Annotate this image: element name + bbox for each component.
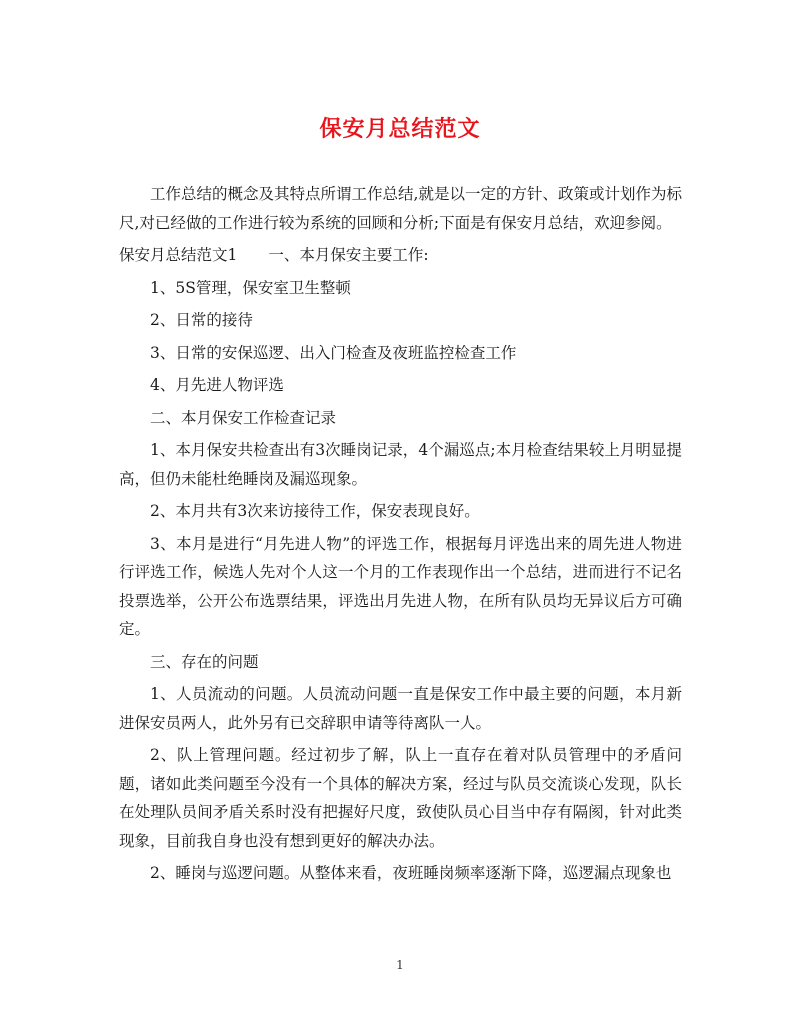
section-heading-problems: 三、存在的问题 (150, 652, 259, 671)
list-item: 2、日常的接待 (150, 311, 253, 329)
list-item: 1、5S管理，保安室卫生整顿 (150, 278, 351, 297)
document-title: 保安月总结范文 (319, 117, 481, 142)
section-heading-inspection: 二、本月保安工作检查记录 (150, 408, 337, 427)
list-item: 4、月先进人物评选 (150, 376, 284, 394)
list-item: 2、本月共有3次来访接待工作，保安表现良好。 (150, 502, 480, 520)
list-item: 1、人员流动的问题。人员流动问题一直是保安工作中最主要的问题，本月新进保安员两人，此外另有已交辞职申请等待离队一人。 (119, 685, 682, 732)
intro-paragraph: 工作总结的概念及其特点所谓工作总结,就是以一定的方针、政策或计划作为标尺,对已经做的工作进行较为系统的回顾和分析;下面是有保安月总结，欢迎参阅。 (119, 185, 682, 232)
document-body (119, 180, 682, 888)
list-item: 2、队上管理问题。经过初步了解，队上一直存在着对队员管理中的矛盾问题，诸如此类问题至今没有一个具体的解决方案，经过与队员交流谈心发现，队长在处理队员间矛盾关系时没有把握好尺度，致使队员心目当中存有隔阂，针对此类现象，目前我自身也没有想到更好的解决办法。 (119, 746, 682, 850)
list-item: 2、睡岗与巡逻问题。从整体来看，夜班睡岗频率逐渐下降，巡逻漏点现象也 (150, 864, 672, 882)
list-item: 3、日常的安保巡逻、出入门检查及夜班监控检查工作 (150, 343, 517, 362)
page-number: 1 (396, 958, 404, 972)
section-heading-main-work: 保安月总结范文1 一、本月保安主要工作: (119, 246, 429, 264)
list-item: 3、本月是进行“月先进人物”的评选工作，根据每月评选出来的周先进人物进行评选工作，候选人先对个人这一个月的工作表现作出一个总结，进而进行不记名投票选举，公开公布选票结果，评选出月先进人物，在所有队员均无异议后方可确定。 (119, 534, 682, 638)
list-item: 1、本月保安共检查出有3次睡岗记录，4个漏巡点;本月检查结果较上月明显提高，但仍未能杜绝睡岗及漏巡现象。 (119, 441, 682, 488)
